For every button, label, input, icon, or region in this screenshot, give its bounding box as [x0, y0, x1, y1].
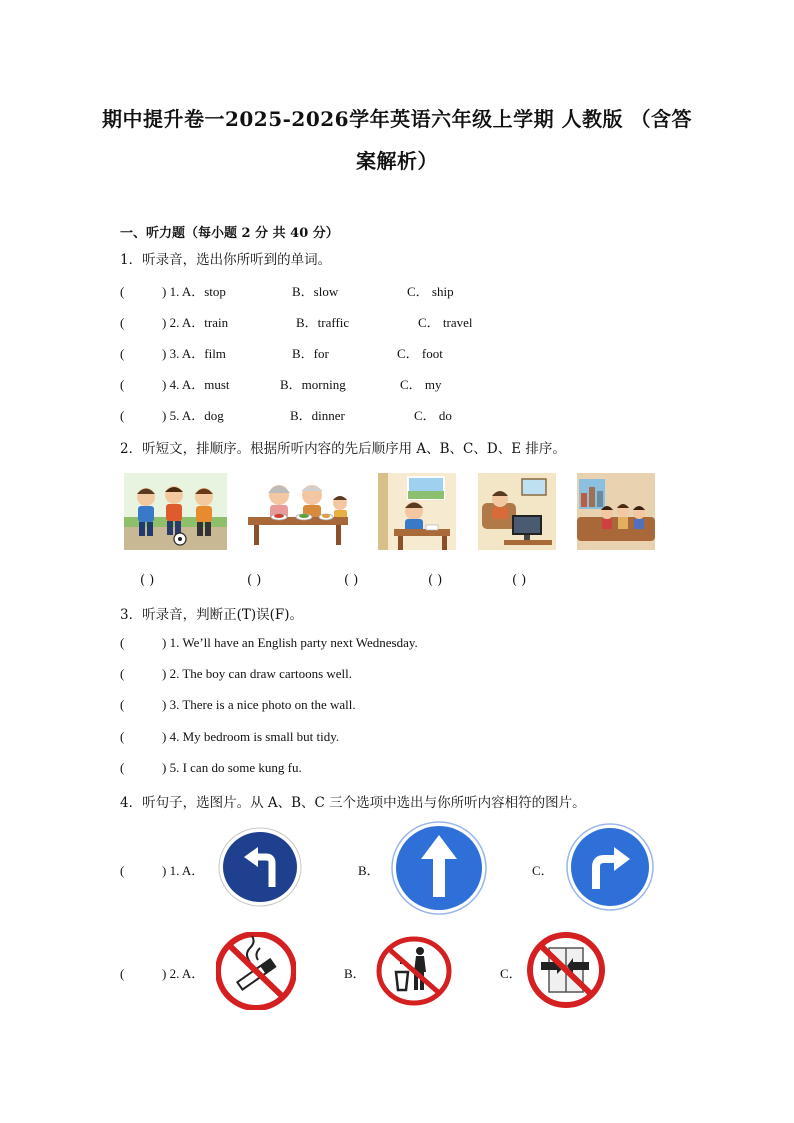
q1-item-5-b: B．dinner — [290, 408, 345, 423]
turn-right-sign-icon — [566, 823, 654, 911]
q4-row-1-b: B． — [358, 863, 380, 878]
q3-item-1: ( ) 1. We’ll have an English party next Wednesday. — [120, 635, 418, 650]
question-3-heading: 3．听录音，判断正(T)误(F)。 — [120, 607, 304, 623]
title-line-1: 期中提升卷一2025-2026学年英语六年级上学期 人教版 （含答 — [101, 107, 693, 131]
q1-item-2: ( ) 2. A．train — [120, 315, 229, 330]
q4-row-1-c: C． — [532, 863, 554, 878]
question-2-heading: 2．听短文，排顺序。根据所听内容的先后顺序用 A、B、C、D、E 排序。 — [120, 441, 566, 457]
q2-blank-4[interactable]: ( ) — [428, 573, 443, 588]
picture-family-on-sofa — [577, 473, 655, 550]
q3-item-2: ( ) 2. The boy can draw cartoons well. — [120, 666, 353, 681]
q1-item-3: ( ) 3. A．film — [120, 346, 226, 361]
q1-item-1-c: C． ship — [407, 284, 454, 299]
page-title — [100, 98, 694, 182]
q1-item-4-c: C． my — [400, 377, 442, 392]
q4-row-2-c: C． — [500, 966, 522, 981]
q3-item-5: ( ) 5. I can do some kung fu. — [120, 760, 302, 775]
q1-item-5: ( ) 5. A．dog — [120, 408, 224, 423]
no-smoking-sign-icon — [216, 932, 296, 1010]
q1-item-1-b: B．slow — [292, 284, 339, 299]
q1-item-4-b: B．morning — [280, 377, 346, 392]
q3-item-4: ( ) 4. My bedroom is small but tidy. — [120, 729, 340, 744]
q1-item-5-c: C． do — [414, 408, 452, 423]
q4-row-2-b: B． — [344, 966, 366, 981]
picture-boy-reading-at-desk — [378, 473, 456, 550]
go-straight-sign-icon — [391, 821, 487, 915]
q2-blank-5[interactable]: ( ) — [512, 573, 527, 588]
picture-boys-playing-football — [124, 473, 227, 550]
q2-blank-2[interactable]: ( ) — [247, 573, 262, 588]
q2-blank-3[interactable]: ( ) — [344, 573, 359, 588]
section-heading: 一、听力题（每小题 2 分 共 40 分） — [120, 226, 339, 241]
q1-item-2-b: B．traffic — [296, 315, 350, 330]
q4-row-1: ( ) 1. A． — [120, 863, 205, 878]
question-1-heading: 1．听录音，选出你所听到的单词。 — [120, 252, 332, 268]
no-pushing-sign-icon — [527, 932, 605, 1008]
picture-family-dinner — [234, 473, 354, 550]
q1-item-1: ( ) 1. A．stop — [120, 284, 226, 299]
q3-item-3: ( ) 3. There is a nice photo on the wall. — [120, 697, 356, 712]
no-littering-sign-icon — [376, 936, 452, 1006]
q1-item-2-c: C． travel — [418, 315, 473, 330]
picture-boy-watching-tv — [478, 473, 556, 550]
q2-blank-1[interactable]: ( ) — [140, 573, 155, 588]
turn-left-sign-icon — [218, 827, 302, 907]
question-4-heading: 4．听句子，选图片。从 A、B、C 三个选项中选出与你所听内容相符的图片。 — [120, 795, 586, 811]
q4-row-2: ( ) 2. A． — [120, 966, 205, 981]
q1-item-3-c: C． foot — [397, 346, 443, 361]
q1-item-3-b: B．for — [292, 346, 329, 361]
title-line-2: 案解析） — [356, 149, 438, 173]
q1-item-4: ( ) 4. A．must — [120, 377, 230, 392]
